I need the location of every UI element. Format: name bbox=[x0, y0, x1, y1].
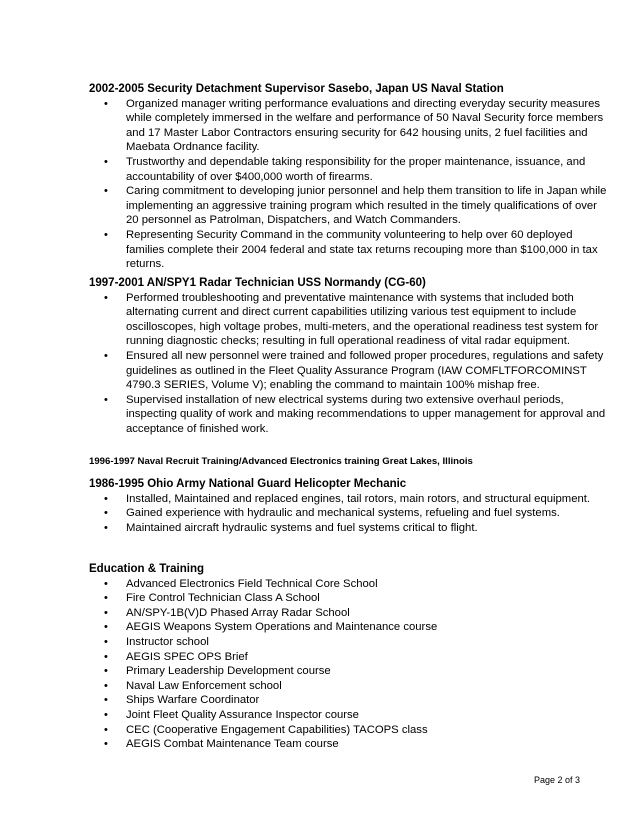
list-item bbox=[89, 664, 609, 679]
bullet-icon: • bbox=[104, 650, 108, 663]
bullet-icon: • bbox=[104, 723, 108, 736]
section-naval-recruit-training bbox=[89, 455, 609, 470]
list-item-text: AN/SPY-1B(V)D Phased Array Radar School bbox=[126, 606, 350, 619]
bullet-icon: • bbox=[104, 507, 108, 520]
list-item bbox=[89, 679, 609, 694]
list-item-text: Gained experience with hydraulic and mechanical systems, refueling and fuel systems. bbox=[126, 507, 560, 520]
list-item-text: AEGIS Combat Maintenance Team course bbox=[126, 738, 339, 751]
list-item-text: Naval Law Enforcement school bbox=[126, 679, 282, 692]
list-item bbox=[89, 393, 609, 437]
list-item-text: Organized manager writing performance evaluations and directing everyday security measures while completely immersed in the welfare and performance of 50 Naval Security force members and 17 Master Labor Contractors ensuring security for 642 housing units, 2 fuel facilities and Maebata Ordnance facility. bbox=[126, 97, 604, 154]
list-item bbox=[89, 591, 609, 606]
section-helicopter-mechanic bbox=[89, 477, 609, 535]
bullet-icon: • bbox=[104, 592, 108, 605]
list-item-text: Caring commitment to developing junior personnel and help them transition to life in Japan while implementing an aggressive training program which resulted in the timely qualifications of over 20 personnel as Patrolman, Dispatchers, and Watch Commanders. bbox=[126, 185, 607, 227]
bullet-icon: • bbox=[104, 665, 108, 678]
bullet-list bbox=[89, 291, 609, 437]
bullet-icon: • bbox=[104, 349, 108, 362]
bullet-icon: • bbox=[104, 155, 108, 168]
bullet-icon: • bbox=[104, 97, 108, 110]
bullet-list bbox=[89, 97, 609, 272]
list-item bbox=[89, 708, 609, 723]
list-item bbox=[89, 492, 609, 507]
list-item bbox=[89, 521, 609, 536]
list-item bbox=[89, 577, 609, 592]
list-item-text: Ships Warfare Coordinator bbox=[126, 694, 260, 707]
bullet-icon: • bbox=[104, 577, 108, 590]
list-item-text: Representing Security Command in the community volunteering to help over 60 deployed families complete their 2004 federal and state tax returns recouping more than $100,000 in tax returns. bbox=[126, 228, 598, 271]
list-item-text: Trustworthy and dependable taking responsibility for the proper maintenance, issuance, and accountability of over $400,000 worth of firearms. bbox=[126, 155, 586, 183]
list-item bbox=[89, 506, 609, 521]
list-item-text: Primary Leadership Development course bbox=[126, 665, 331, 678]
bullet-icon: • bbox=[104, 492, 108, 505]
list-item bbox=[89, 228, 609, 272]
list-item-text: Joint Fleet Quality Assurance Inspector course bbox=[126, 708, 359, 721]
list-item-text: Maintained aircraft hydraulic systems and fuel systems critical to flight. bbox=[126, 521, 478, 534]
bullet-icon: • bbox=[104, 606, 108, 619]
list-item bbox=[89, 693, 609, 708]
list-item bbox=[89, 635, 609, 650]
section-education-training bbox=[89, 562, 609, 752]
list-item-text: Instructor school bbox=[126, 635, 209, 648]
list-item bbox=[89, 349, 609, 393]
bullet-list bbox=[89, 577, 609, 752]
section-heading: 1996-1997 Naval Recruit Training/Advanced Electronics training Great Lakes, Illinois bbox=[89, 456, 473, 467]
bullet-icon: • bbox=[104, 291, 108, 304]
section-heading: 1986-1995 Ohio Army National Guard Helicopter Mechanic bbox=[89, 478, 407, 490]
list-item bbox=[89, 650, 609, 665]
list-item bbox=[89, 291, 609, 349]
list-item bbox=[89, 606, 609, 621]
page-number: Page 2 of 3 bbox=[534, 775, 581, 785]
bullet-icon: • bbox=[104, 228, 108, 241]
bullet-icon: • bbox=[104, 185, 108, 198]
bullet-icon: • bbox=[104, 521, 108, 534]
bullet-icon: • bbox=[104, 694, 108, 707]
list-item bbox=[89, 620, 609, 635]
bullet-icon: • bbox=[104, 679, 108, 692]
section-radar-technician bbox=[89, 276, 609, 437]
section-security-detachment bbox=[89, 82, 609, 272]
list-item-text: Supervised installation of new electrical systems during two extensive overhaul periods, inspecting quality of work and making recommendations to upper management for approval and acceptance of finished work. bbox=[126, 393, 606, 435]
section-heading: 2002-2005 Security Detachment Supervisor Sasebo, Japan US Naval Station bbox=[89, 83, 504, 95]
list-item-text: Fire Control Technician Class A School bbox=[126, 592, 320, 605]
list-item-text: CEC (Cooperative Engagement Capabilities) TACOPS class bbox=[126, 723, 428, 736]
list-item-text: Ensured all new personnel were trained and followed proper procedures, regulations and safety guidelines as outlined in the Fleet Quality Assurance Program (IAW COMFLTFORCOMINST 4790.3 SERIES, Volume V); enabling the command to maintain 100% mishap free. bbox=[126, 349, 604, 392]
bullet-icon: • bbox=[104, 708, 108, 721]
list-item-text: Installed, Maintained and replaced engines, tail rotors, main rotors, and structural equipment. bbox=[126, 492, 591, 505]
bullet-icon: • bbox=[104, 621, 108, 634]
bullet-list bbox=[89, 492, 609, 536]
list-item-text: AEGIS Weapons System Operations and Maintenance course bbox=[126, 621, 438, 634]
section-heading: 1997-2001 AN/SPY1 Radar Technician USS Normandy (CG-60) bbox=[89, 277, 426, 289]
list-item-text: Performed troubleshooting and preventative maintenance with systems that included both alternating current and direct current capabilities utilizing various test equipment to include oscilloscopes, high voltage probes, multi-meters, and the operational readiness test system for running diagnostic checks; resulting in full operational readiness of vital radar equipment. bbox=[126, 291, 599, 348]
list-item bbox=[89, 723, 609, 738]
list-item bbox=[89, 184, 609, 228]
list-item-text: Advanced Electronics Field Technical Core School bbox=[126, 577, 378, 590]
section-heading: Education & Training bbox=[89, 563, 205, 575]
bullet-icon: • bbox=[104, 635, 108, 648]
list-item bbox=[89, 155, 609, 184]
bullet-icon: • bbox=[104, 738, 108, 751]
bullet-icon: • bbox=[104, 393, 108, 406]
list-item bbox=[89, 97, 609, 155]
list-item bbox=[89, 737, 609, 752]
list-item-text: AEGIS SPEC OPS Brief bbox=[126, 650, 248, 663]
